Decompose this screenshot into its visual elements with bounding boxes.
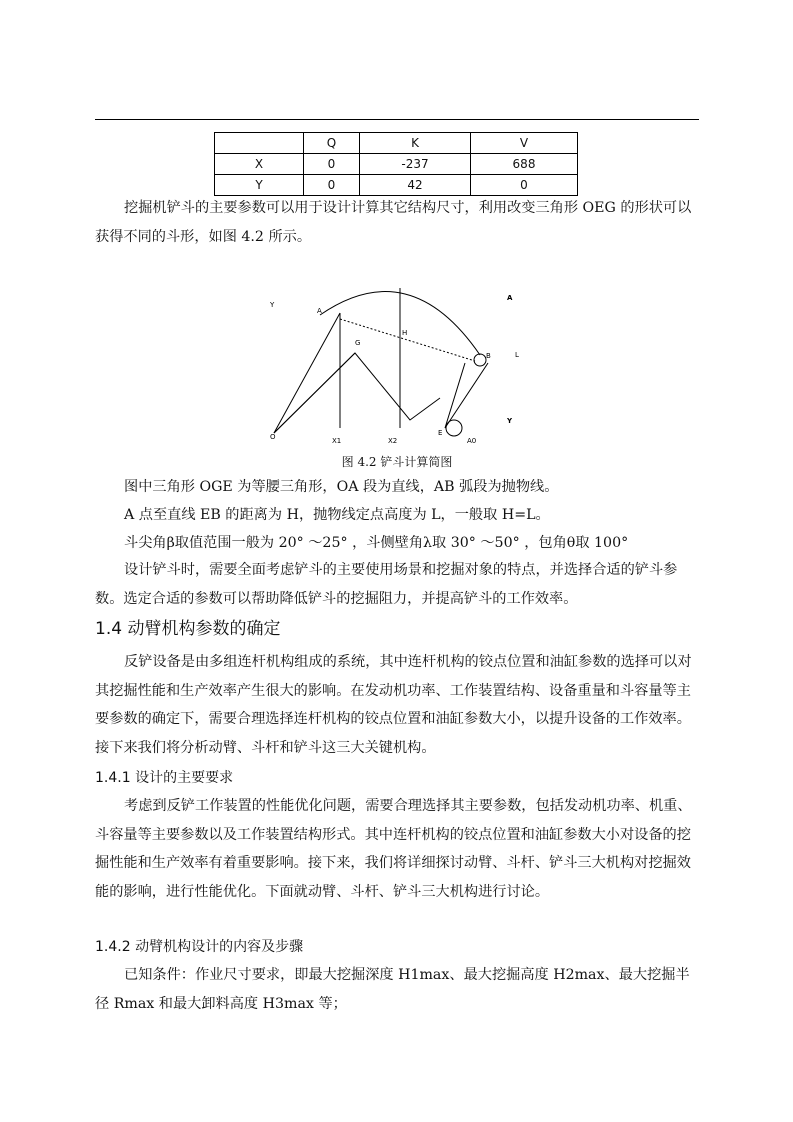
- table-row: [215, 154, 578, 175]
- subsection-heading-1-4-2: 1.4.2 动臂机构设计的内容及步骤: [95, 939, 304, 955]
- paragraph-requirements: 考虑到反铲工作装置的性能优化问题，需要合理选择其主要参数，包括发动机功率、机重、斗容量等主要参数以及工作装置结构形式。其中连杆机构的铰点位置和油缸参数大小对设备的挖掘性能和生产效率有着重要影响。接下来，我们将详细探讨动臂、斗杆、铲斗三大机构对挖掘效能的影响，进行性能优化。下面就动臂、斗杆、铲斗三大机构进行讨论。: [95, 798, 692, 900]
- label-y-right: Y: [507, 417, 513, 425]
- paragraph-triangle: 图中三角形 OGE 为等腰三角形，OA 段为直线，AB 弧段为抛物线。: [124, 479, 559, 495]
- header-rule: [95, 119, 699, 120]
- table-cell: K: [360, 133, 471, 154]
- bucket-diagram: [260, 283, 550, 448]
- hinge-bottom: [446, 420, 462, 436]
- label-a: A: [317, 307, 322, 315]
- hinge-top: [474, 354, 486, 366]
- label-a0: A0: [467, 437, 477, 445]
- table-cell: 0: [304, 175, 360, 196]
- table-cell: 0: [471, 175, 578, 196]
- coordinate-table: [214, 132, 578, 196]
- label-o: O: [270, 433, 276, 441]
- table-row: [215, 175, 578, 196]
- label-x2: X2: [388, 437, 398, 445]
- bucket-sides: [445, 363, 488, 428]
- table-cell: V: [471, 133, 578, 154]
- paragraph-distance: A 点至直线 EB 的距离为 H，抛物线定点高度为 L，一般取 H=L。: [124, 507, 550, 523]
- table-cell: [215, 133, 304, 154]
- table-cell: Y: [215, 175, 304, 196]
- table-cell: 0: [304, 154, 360, 175]
- table-cell: -237: [360, 154, 471, 175]
- label-b: B: [486, 352, 491, 360]
- table-cell: Q: [304, 133, 360, 154]
- zigzag-line: [274, 353, 440, 433]
- table-cell: 688: [471, 154, 578, 175]
- label-x1: X1: [332, 437, 342, 445]
- paragraph-backhoe: 反铲设备是由多组连杆机构组成的系统，其中连杆机构的铰点位置和油缸参数的选择可以对其挖掘性能和生产效率产生很大的影响。在发动机功率、工作装置结构、设备重量和斗容量等主要参数的确定下，需要合理选择连杆机构的铰点位置和油缸参数大小，以提升设备的工作效率。接下来我们将分析动臂、斗杆和铲斗这三大关键机构。: [95, 654, 692, 756]
- label-e: E: [438, 429, 443, 437]
- table-header-row: [215, 133, 578, 154]
- table-cell: X: [215, 154, 304, 175]
- paragraph-known-conditions: 已知条件：作业尺寸要求，即最大挖掘深度 H1max、最大挖掘高度 H2max、最大挖掘半径 Rmax 和最大卸料高度 H3max 等；: [95, 967, 690, 1012]
- label-a-top: A: [507, 294, 513, 302]
- table-cell: 42: [360, 175, 471, 196]
- subsection-heading-1-4-1: 1.4.1 设计的主要要求: [95, 770, 234, 786]
- label-g: G: [355, 339, 361, 347]
- label-y-left: Y: [270, 301, 275, 309]
- paragraph-bucket-design: 设计铲斗时，需要全面考虑铲斗的主要使用场景和挖掘对象的特点，并选择合适的铲斗参数。选定合适的参数可以帮助降低铲斗的挖掘阻力，并提高铲斗的工作效率。: [95, 562, 678, 607]
- section-heading-1-4: 1.4 动臂机构参数的确定: [95, 619, 281, 639]
- label-l: L: [515, 351, 519, 359]
- figure-caption: 图 4.2 铲斗计算简图: [341, 455, 453, 469]
- segment-oa: [274, 313, 340, 433]
- label-h: H: [402, 329, 408, 337]
- paragraph-angles: 斗尖角β取值范围一般为 20° ～25° ，斗侧壁角λ取 30° ～50° ，包角θ取 100°: [124, 535, 629, 551]
- paragraph-bucket-params: 挖掘机铲斗的主要参数可以用于设计计算其它结构尺寸，利用改变三角形 OEG 的形状可以获得不同的斗形，如图 4.2 所示。: [95, 200, 692, 245]
